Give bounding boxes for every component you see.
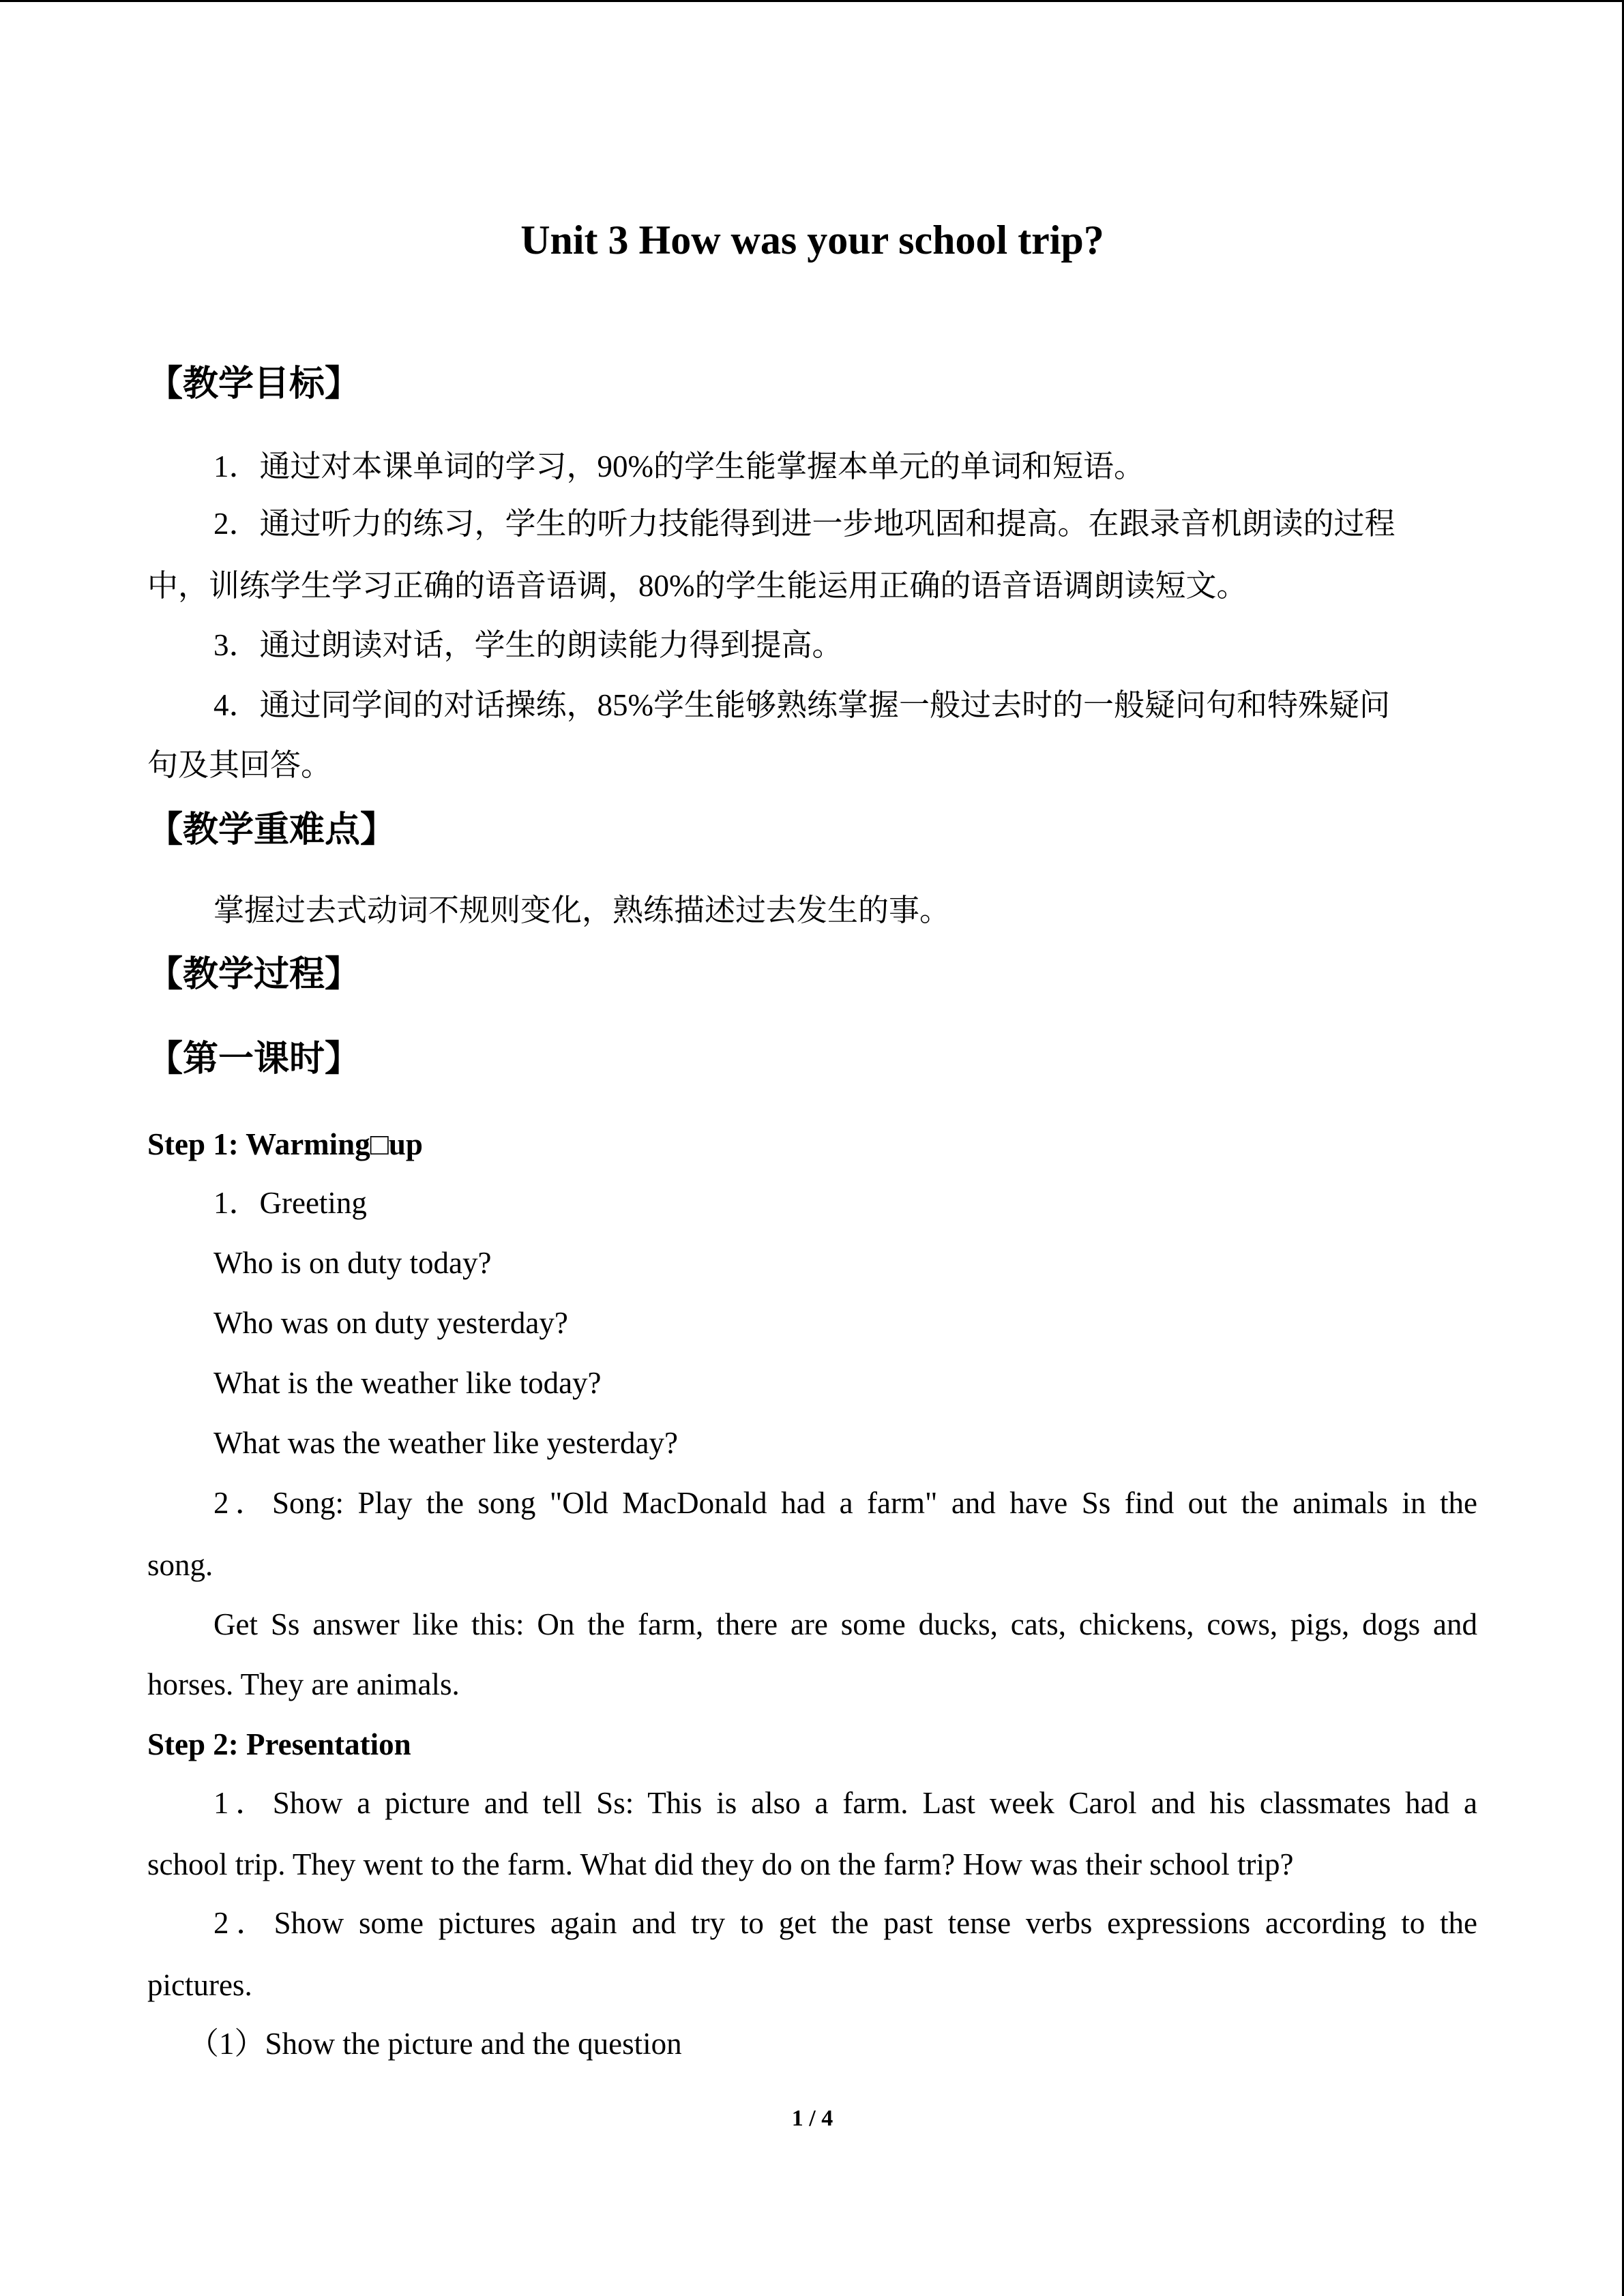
step2-line-picture-cont: school trip. They went to the farm. What did they do on the farm? How was their school trip? [147,1847,1294,1881]
step1-line-greeting: 1．Greeting [213,1186,367,1220]
step1-title: Step 1: Warming□up [147,1127,423,1161]
objective-line-1: 1．通过对本课单词的学习，90%的学生能掌握本单元的单词和短语。 [213,449,1145,483]
document-title: Unit 3 How was your school trip? [520,218,1104,263]
step2-line-pictures-again-cont: pictures. [147,1968,252,2002]
objective-line-4-cont: 句及其回答。 [147,748,332,782]
objective-line-3: 3．通过朗读对话，学生的朗读能力得到提高。 [213,628,843,662]
step1-line-question-2: Who was on duty yesterday? [213,1306,568,1340]
step1-line-question-3: What is the weather like today? [213,1366,602,1400]
key-points-heading: 【教学重难点】 [147,809,396,850]
page-number: 1 / 4 [791,2106,833,2131]
step1-line-song-cont: song. [147,1548,213,1582]
step2-line-picture: 1．Show a picture and tell Ss: This is also a farm. Last week Carol and his classmates had a [213,1786,1477,1820]
lesson-heading: 【第一课时】 [147,1039,361,1079]
step2-line-sub-1: （1）Show the picture and the question [188,2027,682,2061]
step1-line-answer: Get Ss answer like this: On the farm, there are some ducks, cats, chickens, cows, pigs, dogs and [213,1607,1477,1641]
step2-line-pictures-again: 2．Show some pictures again and try to get the past tense verbs expressions according to the [213,1906,1477,1940]
objectives-heading: 【教学目标】 [147,363,361,404]
step1-line-question-1: Who is on duty today? [213,1246,492,1280]
objective-line-4: 4．通过同学间的对话操练，85%学生能够熟练掌握一般过去时的一般疑问句和特殊疑问 [213,688,1390,722]
process-heading: 【教学过程】 [147,954,361,995]
page-border-top [0,0,1624,2]
key-points-text: 掌握过去式动词不规则变化，熟练描述过去发生的事。 [213,893,951,927]
step1-line-question-4: What was the weather like yesterday? [213,1426,678,1460]
objective-line-2: 2．通过听力的练习，学生的听力技能得到进一步地巩固和提高。在跟录音机朗读的过程 [213,507,1396,541]
step1-line-answer-cont: horses. They are animals. [147,1667,460,1701]
objective-line-2-cont: 中，训练学生学习正确的语音语调，80%的学生能运用正确的语音语调朗读短文。 [147,569,1247,603]
step1-line-song: 2．Song: Play the song "Old MacDonald had a farm" and have Ss find out the animals in the [213,1486,1477,1520]
step2-title: Step 2: Presentation [147,1727,411,1761]
